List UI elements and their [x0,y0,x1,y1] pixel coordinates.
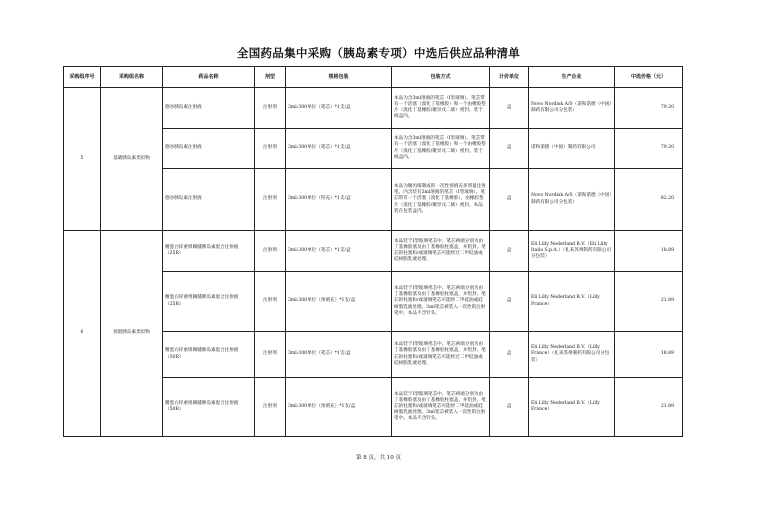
price-cell: 82.20 [615,169,683,231]
dosage-form-cell: 注射剂 [255,169,286,231]
packaging-cell: 本品为聚丙烯制成的一次性预填充多剂量注射笔，内含装有3ml溶液的笔芯（I型玻璃）。笔芯带有一个活塞（溴化丁基橡胶），由橡胶垫片（溴化丁基橡胶/聚异戊二烯）密封。本品装在包装盒内。 [392,169,490,231]
drug-name-cell: 德谷胰岛素注射液 [163,129,255,169]
table-header-row [64,67,683,88]
group-no-cell: 5 [64,88,101,231]
price-cell: 21.89 [615,378,683,437]
manufacturer-cell: Eli Lilly Nederland B.V.（Lilly France） [529,378,615,437]
spec-cell: 3ml:300单位（预填充）*1支/盒 [286,272,392,332]
header-group-no: 采购组序号 [64,67,101,88]
header-manufacturer: 生产企业 [529,67,615,88]
dosage-form-cell: 注射剂 [255,129,286,169]
unit-cell: 盒 [490,378,529,437]
supply-list-table [63,66,683,437]
drug-name-cell: 精蛋白锌重组赖脯胰岛素混合注射液（25R） [163,272,255,332]
dosage-form-cell: 注射剂 [255,231,286,272]
unit-cell: 盒 [490,129,529,169]
group-no-cell: 6 [64,231,101,437]
packaging-cell: 本品装于I型玻璃笔芯中。笔芯两端分别为由丁基橡胶塞及由丁基橡胶柱塞盖，并铝封。笔芯的柱塞和/或玻璃笔芯可能经过二甲硅油或硅树脂乳液处理。 [392,332,490,378]
table-row [64,231,683,272]
price-cell: 79.20 [615,88,683,129]
group-name-cell: 预混胰岛素类似物 [101,231,163,437]
spec-cell: 3ml:300单位（笔芯）*1支/盒 [286,88,392,129]
page-title: 全国药品集中采购（胰岛素专项）中选后供应品种清单 [236,46,521,60]
packaging-cell: 本品为含3ml溶液的笔芯（I型玻璃）。笔芯带有一个活塞（溴化丁基橡胶）和一个由橡胶垫片（溴化丁基橡胶/聚异戊二烯）密封。装于纸盒内。 [392,129,490,169]
drug-name-cell: 精蛋白锌重组赖脯胰岛素混合注射液（50R） [163,332,255,378]
spec-cell: 3ml:300单位（特充）*1支/盒 [286,169,392,231]
price-cell: 18.89 [615,231,683,272]
drug-name-cell: 德谷胰岛素注射液 [163,88,255,129]
packaging-cell: 本品为含3ml溶液的笔芯（I型玻璃）。笔芯带有一个活塞（溴化丁基橡胶）和一个由橡胶垫片（溴化丁基橡胶/聚异戊二烯）密封。装于纸盒内。 [392,88,490,129]
price-cell: 79.20 [615,129,683,169]
manufacturer-cell: Novo Nordisk A/S（诺和诺德（中国）制药有限公司分包装） [529,169,615,231]
manufacturer-cell: Eli Lilly Nederland B.V.（Lilly France） [529,272,615,332]
dosage-form-cell: 注射剂 [255,378,286,437]
manufacturer-cell: Eli Lilly Nederland B.V.（Eli Lilly Italia S.p.A.）（礼来苏州制药有限公司分包装） [529,231,615,272]
unit-cell: 盒 [490,88,529,129]
dosage-form-cell: 注射剂 [255,332,286,378]
header-dosage-form: 剂型 [255,67,286,88]
packaging-cell: 本品装于I型玻璃笔芯中。笔芯两端分别为由丁基橡胶塞及由丁基橡胶柱塞盖，并铝封。笔芯的柱塞和/或玻璃笔芯可能经二甲硅油或硅树脂乳液处理。3ml笔芯被装入一次性的注射笔中。本品不含针头。 [392,272,490,332]
spec-cell: 3ml:300单位（预填充）*1支/盒 [286,378,392,437]
price-cell: 21.89 [615,272,683,332]
price-cell: 18.89 [615,332,683,378]
header-unit: 计价单位 [490,67,529,88]
spec-cell: 3ml:300单位（笔芯）*1支/盒 [286,332,392,378]
dosage-form-cell: 注射剂 [255,272,286,332]
drug-name-cell: 精蛋白锌重组赖脯胰岛素混合注射液（25R） [163,231,255,272]
table-row [64,88,683,129]
manufacturer-cell: Eli Lilly Nederland B.V.（Lilly France）（礼来苏州制药有限公司分包装） [529,332,615,378]
header-group-name: 采购组名称 [101,67,163,88]
group-name-cell: 基础胰岛素类似物 [101,88,163,231]
unit-cell: 盒 [490,332,529,378]
header-spec: 规格包装 [286,67,392,88]
dosage-form-cell: 注射剂 [255,88,286,129]
spec-cell: 3ml:300单位（笔芯）*1支/盒 [286,231,392,272]
manufacturer-cell: 诺和诺德（中国）制药有限公司 [529,129,615,169]
unit-cell: 盒 [490,272,529,332]
packaging-cell: 本品装于I型玻璃笔芯中。笔芯两端分别为由丁基橡胶塞及由丁基橡胶柱塞盖，并铝封。笔芯的柱塞和/或玻璃笔芯可能经过二甲硅油或硅树脂乳液处理。 [392,231,490,272]
drug-name-cell: 精蛋白锌重组赖脯胰岛素混合注射液（50R） [163,378,255,437]
page-footer: 第 8 页，共 10 页 [356,455,401,461]
manufacturer-cell: Novo Nordisk A/S（诺和诺德（中国）制药有限公司分包装） [529,88,615,129]
header-price: 中选价格（元） [615,67,683,88]
header-packaging: 包装方式 [392,67,490,88]
spec-cell: 3ml:300单位（笔芯）*1支/盒 [286,129,392,169]
packaging-cell: 本品装于I型玻璃笔芯中。笔芯两端分别为由丁基橡胶塞及由丁基橡胶柱塞盖，并铝封。笔芯的柱塞和/或玻璃笔芯可能经二甲硅油或硅树脂乳液处理。3ml笔芯被装入一次性的注射笔中。本品不含针头。 [392,378,490,437]
unit-cell: 盒 [490,169,529,231]
header-drug-name: 药品名称 [163,67,255,88]
unit-cell: 盒 [490,231,529,272]
drug-name-cell: 德谷胰岛素注射液 [163,169,255,231]
